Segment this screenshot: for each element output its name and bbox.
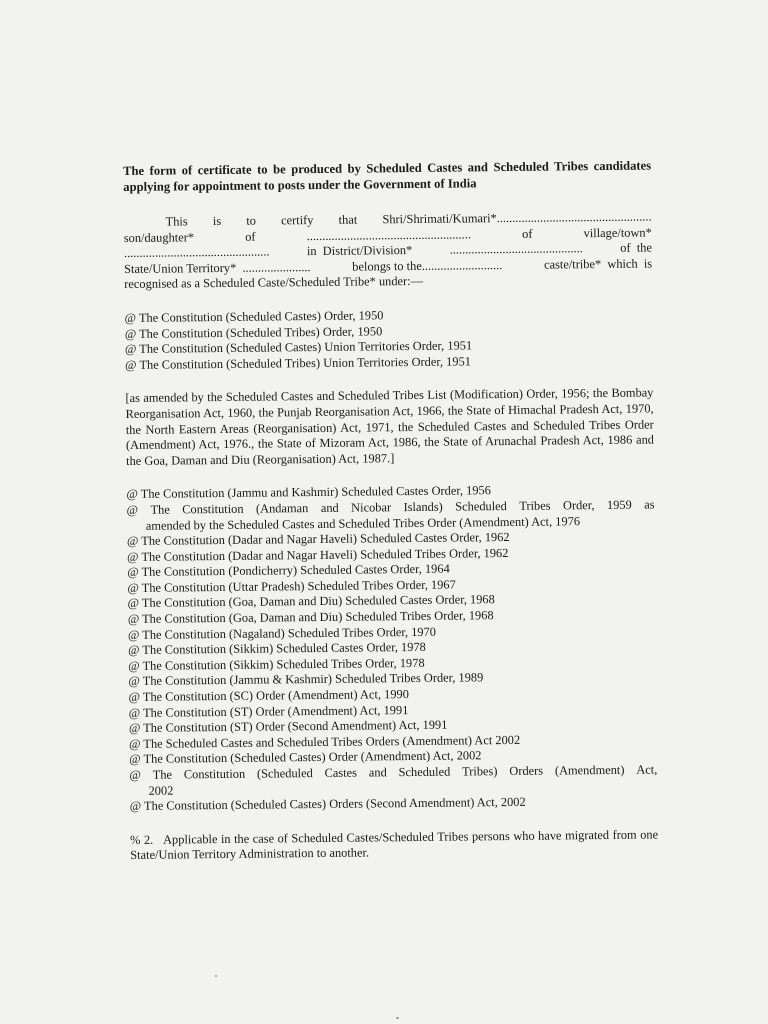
order-word: The <box>150 502 170 517</box>
state-blank: State/Union Territory* ...................... <box>124 259 311 276</box>
order-word: The <box>152 767 173 782</box>
order-item: @ The Constitution (Scheduled Tribes) Order, 1950 <box>124 323 383 341</box>
certify-word: This <box>165 214 188 229</box>
name-blank: Shri/Shrimati/Kumari*.................................................. <box>382 209 652 227</box>
father-name-blank: ..................................................... <box>306 226 471 243</box>
order-item: @ The Constitution (ST) Order (Amendment) Act, 1991 <box>128 702 409 720</box>
scan-speck <box>396 1017 399 1019</box>
order-item: @ The Constitution (Dadar and Nagar Haveli) Scheduled Castes Order, 1962 <box>126 530 510 549</box>
order-item: @ The Constitution (Scheduled Castes) Order, 1950 <box>124 308 384 325</box>
order-item: @ The Constitution (Pondicherry) Scheduled Castes Order, 1964 <box>127 561 450 580</box>
certify-word: son/daughter* <box>123 229 195 245</box>
order-item: @ The Constitution (Jammu and Kashmir) Scheduled Castes Order, 1956 <box>126 483 491 502</box>
order-item: @ The Constitution (SC) Order (Amendment) Act, 1990 <box>128 687 409 705</box>
certify-word: certify <box>281 213 314 228</box>
order-item: @ The Constitution (Scheduled Castes) Orders (Second Amendment) Act, 2002 <box>129 795 526 814</box>
order-item-continuation: 2002 <box>148 783 174 798</box>
certify-paragraph <box>124 209 653 292</box>
order-item: @ The Constitution (Dadar and Nagar Haveli) Scheduled Tribes Order, 1962 <box>127 545 509 564</box>
order-word: Islands) <box>403 499 443 514</box>
order-item: @ The Constitution (Sikkim) Scheduled Tribes Order, 1978 <box>128 655 425 673</box>
order-word: Order, <box>562 497 595 513</box>
order-item: @ The Constitution (Scheduled Castes) Order (Amendment) Act, 2002 <box>129 748 482 767</box>
orders-list-second <box>126 482 657 815</box>
order-word: Act, <box>636 762 658 777</box>
order-word: @ <box>126 502 139 517</box>
order-item: @ The Constitution (Goa, Daman and Diu) Scheduled Castes Order, 1968 <box>127 592 495 611</box>
order-word: Constitution <box>182 501 244 517</box>
order-word: Scheduled <box>398 764 451 780</box>
order-item: @ The Constitution (Sikkim) Scheduled Castes Order, 1978 <box>128 640 426 658</box>
order-word: Orders <box>509 763 544 778</box>
scan-speck <box>215 975 217 977</box>
amended-note: [as amended by the Scheduled Castes and Scheduled Tribes List (Modification) Order, 1956; the Bombay Reorganisation Act, 1960, the Punjab Reorganisation Act, 1966, the State of Himachal Pradesh Act, 1970, the North Eastern Areas (Reorganisation) Act, 1971, the Scheduled Castes and Scheduled Tribes Order (Amendment) Act, 1976., the State of Mizoram Act, 1986, the State of Arunachal Pradesh Act, 1986 and the Goa, Daman and Diu (Reorganisation) Act, 1987.] <box>125 385 654 468</box>
order-item: @ The Constitution (ST) Order (Second Amendment) Act, 1991 <box>128 717 448 736</box>
order-item: @ The Constitution (Jammu & Kashmir) Scheduled Tribes Order, 1989 <box>128 670 484 689</box>
footnote-2: % 2. Applicable in the case of Scheduled Castes/Scheduled Tribes persons who have migrated from one State/Union Territory Administration to another. <box>130 827 662 863</box>
order-word: Scheduled <box>455 498 507 514</box>
order-word: and <box>320 500 339 515</box>
certify-word: of <box>522 226 533 241</box>
certify-word: that <box>338 212 358 227</box>
order-word: Nicobar <box>351 500 392 515</box>
certify-word: to <box>246 213 256 228</box>
order-word: and <box>368 765 387 780</box>
order-item-continuation: amended by the Scheduled Castes and Scheduled Tribes Order (Amendment) Act, 1976 <box>145 513 581 533</box>
certify-word: is <box>212 213 222 229</box>
order-item: @ The Constitution (Uttar Pradesh) Scheduled Tribes Order, 1967 <box>127 577 456 595</box>
order-item: @ The Constitution (Scheduled Tribes) Union Territories Order, 1951 <box>125 354 471 372</box>
certify-word: village/town* <box>583 225 652 240</box>
certify-word: of the <box>620 240 652 255</box>
order-word: Constitution <box>183 766 246 782</box>
certify-word: in District/Division* <box>306 243 413 259</box>
order-item: @ The Constitution (Goa, Daman and Diu) Scheduled Tribes Order, 1968 <box>127 608 494 627</box>
orders-list-first <box>125 305 654 373</box>
order-word: (Andaman <box>255 500 309 516</box>
certify-word: caste/tribe* which is <box>543 256 653 272</box>
certify-word: of <box>245 229 256 244</box>
order-word: @ <box>129 767 141 782</box>
order-word: Tribes <box>519 498 551 513</box>
order-item: @ The Scheduled Castes and Scheduled Tribes Orders (Amendment) Act 2002 <box>129 732 521 751</box>
certificate-form <box>123 157 662 863</box>
village-blank: ............................................... <box>123 244 270 261</box>
order-word: 1959 <box>606 497 632 512</box>
order-word: as <box>644 497 655 512</box>
form-heading: The form of certificate to be produced by Scheduled Castes and Scheduled Tribes candidates applying for appointment to posts under the Government of India <box>123 158 652 194</box>
certify-line-5: recognised as a Scheduled Caste/Scheduled Tribe* under:— <box>124 274 424 292</box>
caste-blank: belongs to the.......................... <box>352 257 503 274</box>
order-word: Tribes) <box>462 764 498 779</box>
order-word: Castes <box>324 765 358 780</box>
order-item: @ The Constitution (Nagaland) Scheduled Tribes Order, 1970 <box>127 624 437 642</box>
order-item: @ The Constitution (Scheduled Castes) Union Territories Order, 1951 <box>124 338 473 357</box>
district-blank: ........................................... <box>449 241 583 257</box>
order-word: (Scheduled <box>256 766 313 781</box>
order-word: (Amendment) <box>554 762 625 778</box>
